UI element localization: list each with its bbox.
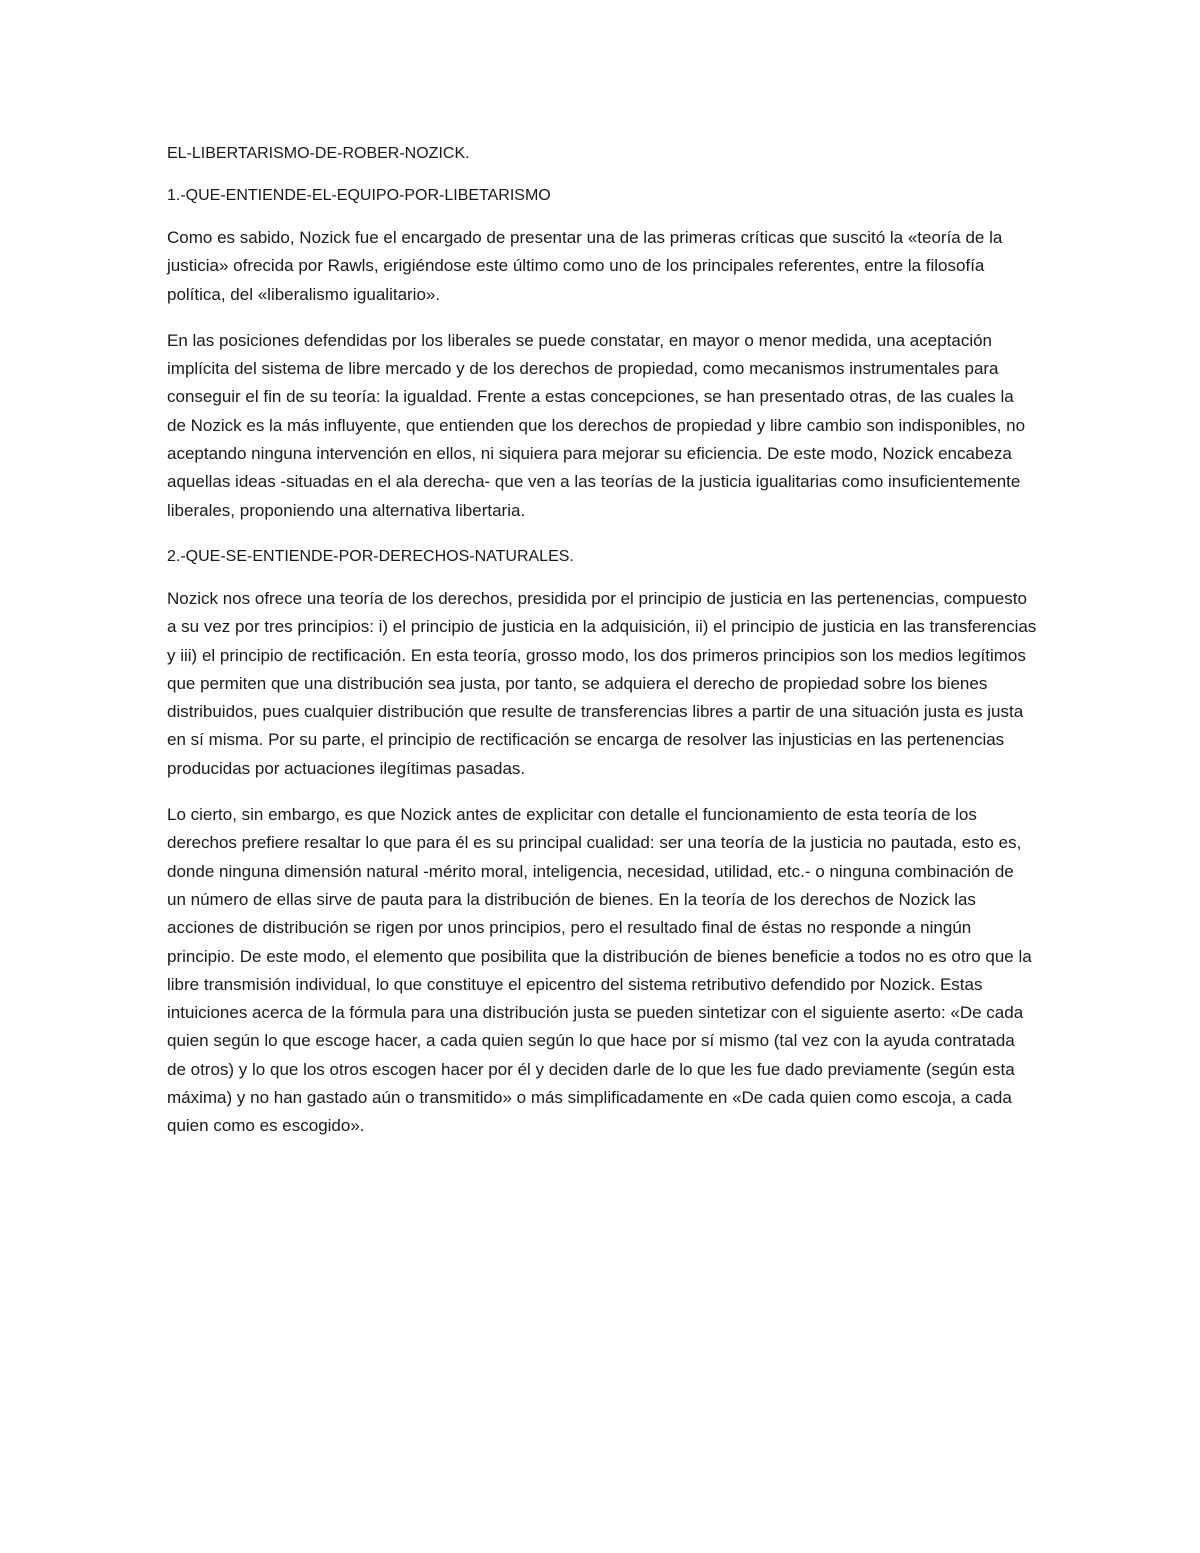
section-2-paragraph-1: Nozick nos ofrece una teoría de los derechos, presidida por el principio de justicia en las pertenencias, compuesto a su vez por tres principios: i) el principio de justicia en la adquisición, ii) el principio de justicia en las transferencias y iii) el principio de rectificación. En esta teoría, grosso modo, los dos primeros principios son los medios legítimos que permiten que una distribución sea justa, por tanto, se adquiera el derecho de propiedad sobre los bienes distribuidos, pues cualquier distribución que resulte de transferencias libres a partir de una situación justa es justa en sí misma. Por su parte, el principio de rectificación se encarga de resolver las injusticias en las pertenencias producidas por actuaciones ilegítimas pasadas. (167, 588, 1037, 778)
section-1-heading: 1.-QUE-ENTIENDE-EL-EQUIPO-POR-LIBETARISMO (167, 187, 551, 204)
section-1-paragraph-1: Como es sabido, Nozick fue el encargado de presentar una de las primeras críticas que suscitó la «teoría de la justicia» ofrecida por Rawls, erigiéndose este último como uno de los principales referentes, entre la filosofía política, del «liberalismo igualitario». (167, 228, 1003, 304)
section-2-paragraph-2: Lo cierto, sin embargo, es que Nozick antes de explicitar con detalle el funcionamiento de esta teoría de los derechos prefiere resaltar lo que para él es su principal cualidad: ser una teoría de la justicia no pautada, esto es, donde ninguna dimensión natural -mérito moral, inteligencia, necesidad, utilidad, etc.- o ninguna combinación de un número de ellas sirve de pauta para la distribución de bienes. En la teoría de los derechos de Nozick las acciones de distribución se rigen por unos principios, pero el resultado final de éstas no responde a ningún principio. De este modo, el elemento que posibilita que la distribución de bienes beneficie a todos no es otro que la libre transmisión individual, lo que constituye el epicentro del sistema retributivo defendido por Nozick. Estas intuiciones acerca de la fórmula para una distribución justa se pueden sintetizar con el siguiente aserto: «De cada quien según lo que escoge hacer, a cada quien según lo que hace por sí mismo (tal vez con la ayuda contratada de otros) y lo que los otros escogen hacer por él y deciden darle de lo que les fue dado previamente (según esta máxima) y no han gastado aún o transmitido» o más simplificadamente en «De cada quien como escoja, a cada quien como es escogido». (167, 805, 1032, 1136)
section-1-paragraph-2: En las posiciones defendidas por los liberales se puede constatar, en mayor o menor medida, una aceptación implícita del sistema de libre mercado y de los derechos de propiedad, como mecanismos instrumentales para conseguir el fin de su teoría: la igualdad. Frente a estas concepciones, se han presentado otras, de las cuales la de Nozick es la más influyente, que entienden que los derechos de propiedad y libre cambio son indisponibles, no aceptando ninguna intervención en ellos, ni siquiera para mejorar su eficiencia. De este modo, Nozick encabeza aquellas ideas -situadas en el ala derecha- que ven a las teorías de la justicia igualitarias como insuficientemente liberales, proponiendo una alternativa libertaria. (167, 330, 1026, 520)
section-2-heading: 2.-QUE-SE-ENTIENDE-POR-DERECHOS-NATURALES. (167, 547, 574, 565)
document-page (167, 128, 1037, 1159)
document-title: EL-LIBERTARISMO-DE-ROBER-NOZICK. (167, 145, 470, 162)
